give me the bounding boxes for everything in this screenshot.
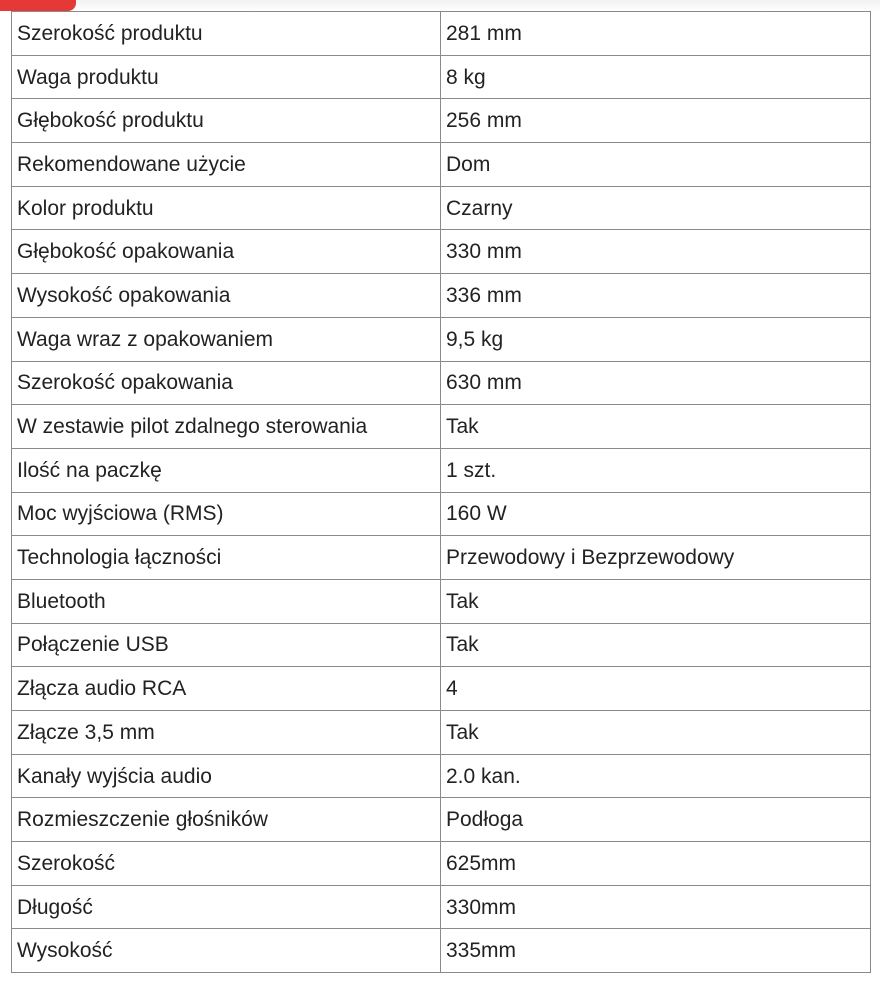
spec-value: 160 W — [441, 492, 871, 536]
table-row — [12, 361, 871, 405]
table-row — [12, 623, 871, 667]
spec-value: 281 mm — [441, 12, 871, 56]
table-row — [12, 448, 871, 492]
spec-value: Czarny — [441, 186, 871, 230]
spec-value: Tak — [441, 623, 871, 667]
spec-label: Rekomendowane użycie — [12, 143, 441, 187]
spec-value: 625mm — [441, 842, 871, 886]
spec-value: 330mm — [441, 885, 871, 929]
spec-value: Tak — [441, 405, 871, 449]
spec-value: 336 mm — [441, 274, 871, 318]
spec-label: Bluetooth — [12, 579, 441, 623]
spec-label: Waga wraz z opakowaniem — [12, 317, 441, 361]
spec-label: Moc wyjściowa (RMS) — [12, 492, 441, 536]
spec-label: Szerokość opakowania — [12, 361, 441, 405]
spec-label: Głębokość opakowania — [12, 230, 441, 274]
table-row — [12, 99, 871, 143]
spec-value: 4 — [441, 667, 871, 711]
table-row — [12, 754, 871, 798]
spec-label: Wysokość opakowania — [12, 274, 441, 318]
spec-value: 330 mm — [441, 230, 871, 274]
table-row — [12, 230, 871, 274]
specification-table — [11, 11, 871, 973]
spec-label: Kolor produktu — [12, 186, 441, 230]
spec-label: Głębokość produktu — [12, 99, 441, 143]
spec-value: 2.0 kan. — [441, 754, 871, 798]
table-row — [12, 842, 871, 886]
spec-value: Dom — [441, 143, 871, 187]
spec-value: 256 mm — [441, 99, 871, 143]
table-row — [12, 711, 871, 755]
spec-label: Kanały wyjścia audio — [12, 754, 441, 798]
spec-label: Złącze 3,5 mm — [12, 711, 441, 755]
spec-value: 1 szt. — [441, 448, 871, 492]
spec-label: Złącza audio RCA — [12, 667, 441, 711]
table-row — [12, 405, 871, 449]
spec-label: Rozmieszczenie głośników — [12, 798, 441, 842]
spec-label: Ilość na paczkę — [12, 448, 441, 492]
table-row — [12, 143, 871, 187]
table-row — [12, 317, 871, 361]
spec-value: 335mm — [441, 929, 871, 973]
table-row — [12, 536, 871, 580]
spec-label: W zestawie pilot zdalnego sterowania — [12, 405, 441, 449]
spec-label: Długość — [12, 885, 441, 929]
spec-label: Szerokość — [12, 842, 441, 886]
spec-label: Szerokość produktu — [12, 12, 441, 56]
spec-value: 8 kg — [441, 55, 871, 99]
table-row — [12, 274, 871, 318]
accent-tab — [0, 0, 76, 11]
table-row — [12, 667, 871, 711]
table-row — [12, 55, 871, 99]
spec-label: Wysokość — [12, 929, 441, 973]
spec-label: Waga produktu — [12, 55, 441, 99]
spec-label: Technologia łączności — [12, 536, 441, 580]
spec-value: Podłoga — [441, 798, 871, 842]
table-row — [12, 929, 871, 973]
table-row — [12, 798, 871, 842]
spec-value: 9,5 kg — [441, 317, 871, 361]
table-row — [12, 186, 871, 230]
table-row — [12, 12, 871, 56]
table-row — [12, 579, 871, 623]
spec-label: Połączenie USB — [12, 623, 441, 667]
spec-value: 630 mm — [441, 361, 871, 405]
spec-value: Przewodowy i Bezprzewodowy — [441, 536, 871, 580]
table-row — [12, 492, 871, 536]
table-row — [12, 885, 871, 929]
spec-value: Tak — [441, 711, 871, 755]
spec-value: Tak — [441, 579, 871, 623]
